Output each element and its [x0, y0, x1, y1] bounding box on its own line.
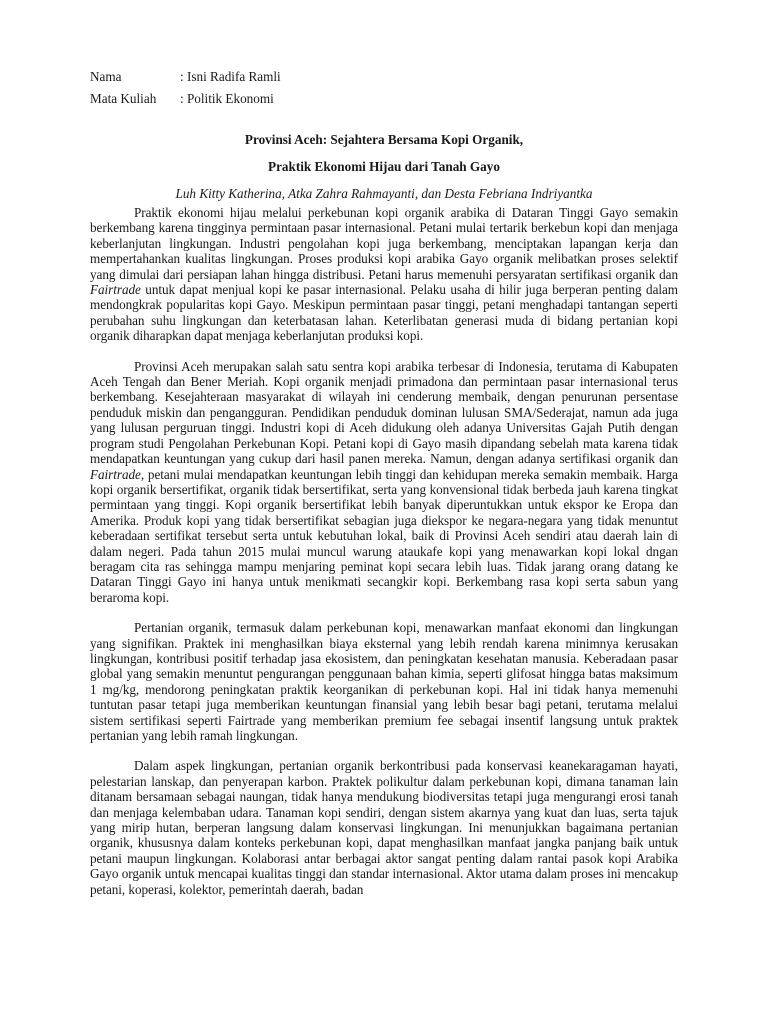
paragraph-3: Pertanian organik, termasuk dalam perkebunan kopi, menawarkan manfaat ekonomi dan lingkungan yang signifikan. Praktek ini menghasilkan biaya eksternal yang lebih rendah karena minimnya kerusakan lingkungan, kontribusi positif terhadap jasa ekosistem, dan peningkatan kesehatan manusia. Keberadaan pasar global yang semakin menuntut pengurangan penggunaan bahan kimia, seperti glifosat hingga batas maksimum 1 mg/kg, mendorong peningkatan praktik keorganikan di perkebunan kopi. Hal ini tidak hanya memenuhi tuntutan pasar tetapi juga memberikan keuntungan finansial yang lebih besar bagi petani, terutama melalui sistem sertifikasi seperti Fairtrade yang memberikan premium fee sebagai insentif langsung untuk praktek pertanian yang lebih ramah lingkungan.: [90, 620, 678, 743]
document-page: [90, 66, 678, 897]
article-title-line2: Praktik Ekonomi Hijau dari Tanah Gayo: [268, 159, 500, 174]
paragraph-1: [90, 205, 678, 344]
paragraph-2-italic: Fairtrade: [90, 466, 141, 482]
paragraph-2: [90, 359, 678, 606]
student-info: [90, 66, 678, 110]
paragraph-1-part-a: Praktik ekonomi hijau melalui perkebunan kopi organik arabika di Dataran Tinggi Gayo semakin berkembang karena tingginya permintaan pasar internasional. Petani mulai tertarik berkebun kopi dan menjaga keberlanjutan lingkungan. Industri pengolahan kopi juga berkembang, menciptakan lapangan kerja dan mempertahankan kualitas lingkungan. Proses produksi kopi arabika Gayo organik melibatkan proses selektif yang dimulai dari persiapan lahan hingga distribusi. Petani harus memenuhi persyaratan sertifikasi organik dan: [90, 205, 678, 282]
article-title-line1: Provinsi Aceh: Sejahtera Bersama Kopi Organik,: [244, 132, 524, 147]
name-row: [90, 66, 678, 88]
course-value: : Politik Ekonomi: [180, 91, 274, 106]
paragraph-2-part-a: Provinsi Aceh merupakan salah satu sentra kopi arabika terbesar di Indonesia, terutama di Kabupaten Aceh Tengah dan Bener Meriah. Kopi organik menjadi primadona dan permintaan pasar internasional terus berkembang. Kesejahteraan masyarakat di wilayah ini cenderung membaik, dengan penurunan persentase penduduk miskin dan pengangguran. Pendidikan penduduk dominan lulusan SMA/Sederajat, namun ada juga yang lulusan perguruan tinggi. Industri kopi di Aceh didukung oleh adanya Universitas Gajah Putih dengan program studi Pengolahan Perkebunan Kopi. Petani kopi di Gayo masih dipandang sebelah mata karena tidak mendapatkan keuntungan yang cukup dari hasil panen mereka. Namun, dengan adanya sertifikasi organik dan: [90, 358, 678, 467]
course-row: [90, 88, 678, 110]
course-label: Mata Kuliah: [90, 91, 157, 106]
paragraph-4: Dalam aspek lingkungan, pertanian organik berkontribusi pada konservasi keanekaragaman hayati, pelestarian lanskap, dan penyerapan karbon. Praktek polikultur dalam perkebunan kopi, dimana tanaman lain ditanam bersamaan sebagai naungan, tidak hanya mendukung biodiversitas tetapi juga mengurangi erosi tanah dan menjaga kelembaban udara. Tanaman kopi sendiri, dengan sistem akarnya yang kuat dan luas, serta tajuk yang mirip hutan, berperan langsung dalam konservasi lingkungan. Ini menunjukkan bagaimana pertanian organik, khususnya dalam konteks perkebunan kopi, dapat menghasilkan manfaat jangka panjang baik untuk petani maupun lingkungan. Kolaborasi antar berbagai aktor sangat penting dalam rantai pasok kopi Arabika Gayo organik untuk mencapai kualitas tinggi dan standar internasional. Aktor utama dalam proses ini mencakup petani, koperasi, kolektor, pemerintah daerah, badan: [90, 758, 678, 897]
name-label: Nama: [90, 69, 122, 84]
paragraph-2-part-b: , petani mulai mendapatkan keuntungan lebih tinggi dan kehidupan mereka semakin membaik. Harga kopi organik bersertifikat, organik tidak bersertifikat, serta yang konvensional tidak berbeda jauh karena tingkat permintaan yang tinggi. Kopi organik bersertifikat lebih banyak diperuntukkan untuk ekspor ke Eropa dan Amerika. Produk kopi yang tidak bersertifikat sebagian juga diekspor ke negara-negara yang tidak menuntut keberadaan sertifikat tersebut serta untuk kebutuhan lokal, baik di Provinsi Aceh sendiri atau daerah lain di dalam negeri. Pada tahun 2015 mulai muncul warung ataukafe kopi yang menawarkan kopi lokal dngan beragam cita ras sehingga mampu menjaring peminat kopi secara lebih luas. Tidak jarang orang datang ke Dataran Tinggi Gayo ini hanya untuk menikmati secangkir kopi. Berkembang rasa kopi serta sabun yang beraroma kopi.: [90, 466, 678, 605]
article-authors: Luh Kitty Katherina, Atka Zahra Rahmayanti, dan Desta Febriana Indriyantka: [175, 186, 593, 201]
paragraph-1-italic: Fairtrade: [90, 282, 141, 298]
paragraph-1-part-b: untuk dapat menjual kopi ke pasar internasional. Pelaku usaha di hilir juga berperan penting dalam mendongkrak popularitas kopi Gayo. Meskipun permintaan pasar tinggi, petani menghadapi tantangan seperti perubahan suhu lingkungan dan keterbatasan lahan. Keterlibatan generasi muda di bidang pertanian kopi organik diharapkan dapat menjaga keberlanjutan produksi kopi.: [90, 282, 678, 344]
name-value: : Isni Radifa Ramli: [180, 69, 281, 84]
